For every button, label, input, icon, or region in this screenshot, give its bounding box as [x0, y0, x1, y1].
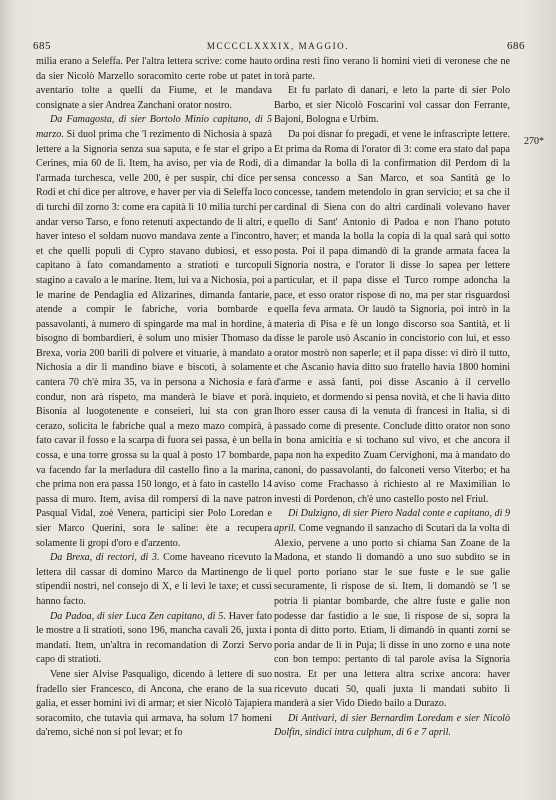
paragraph: milia erano a Seleffa. Per l'altra lettera scrive: come hauto da sier Nicolò Marzello soracomito certe robe ut patet in aventario tolte a quelli da Fiume, et le mandava consignate a sier Andrea Zanchani orator nostro.: [36, 56, 272, 111]
letter-body: Si duol prima che 'l rezimento di Nichosia à spazà lettere a la Signoria senza sua saputa, e fe star el gripo a Cerines, mia 60 de lì. Item, ha aviso, per via de Rodi, di l'armada turchesca, velle 200, è per suspir, chi dice per Rodi et chi dice per altrove, e haver per via di Seleffa loco di turchi dil zorno 3: come era capità lì 10 milia turchi per andar verso Tarso, e fono retenuti axpectando de li altri, e haver inteso el soldam nuovo mandava zente a l'incontro, et che quelli populi di Cypro stavano dubiosi, et esso capitano à fato comandamento a stratioti e turcopuli stagino a cavalo a le marine. Item, lui va a Nichosia, poi a le marine de Pendaglia ed Alizarines, dimanda fantarie, atende a compir le fabriche, voria bombarde e passavolanti, à numero di spingarde ma mal in hordine, à bisogno di bombardieri, è solum uno misier Thomaso da Brexa, voria 200 barili di polvere et vituarie, à mandato a Nichosia a dir li mandino biave e biscoti, à solamente cantera 70 ch'è mira 35, va in persona a Nichosia e farà condur, non arà rispeto, ma manderà le biave et porà. Bisonia al luogotenente e conseieri, lui sta con gran cerazo, solicita le fabriche qual a mezo mazo compirà, à fato cavar il fosso e la scarpa di fuora sei passa, è un bella cossa, e una torre grossa su la qual à posto 17 bombarde, va facendo far la merladura dil castello fino a la marina, che prima non era passa 150 longo, et à fato in castello 14 passa di muro. Item, avisa dil rompersi di la nave patron Pasqual Vidal, zoè Venera, participi sier Polo Loredan e sier Marco Querini, sora le saline: ète a recupera solamente li gropi d'oro e d'arzento.: [36, 128, 272, 549]
paragraph: Vene sier Alvise Pasqualigo, dicendo à lettere di suo fradello sier Francesco, di Ancona, che erano de la sua galia, et esser homini ivi di armar; et sier Nicolò Tajapiera soracomito, che tutavia qui armava, ha solum 17 homeni da'remo, siché non si pol levar; et fo: [36, 668, 272, 739]
paragraph: ordina resti fino verano li homini vieti di veronese che ne torà parte.: [274, 56, 510, 82]
running-head: MCCCCLXXXIX, MAGGIO.: [206, 41, 350, 51]
letter-body: Come haveano ricevuto la lettera dil cassar di domino Marco da Martinengo de li stipendii nostri, nel consejo di X, e li levi le taxe; et cussì hanno facto.: [36, 552, 272, 607]
left-page-number: 685: [33, 40, 51, 52]
paragraph: [36, 113, 272, 551]
letter-body: Come vegnando il sanzacho di Scutari da la volta di Alexio, pervene a uno porto si chiama San Zoane de la Madona, et stando lì domandò a uno suo subdito se in quel porto poriano star le sue fuste e le sue galie securamente, li rispose de sì. Item, li domandò se 'l se potria li piantar bombarde, che altre fuste e galie non podesse dar fastidio a le sue, li rispose de sì, sopra la ponta di ditto porto. Etiam, li dimandò in quanti zorni se poria andar de lì in Puja; li disse in uno zorno e una note con bon tempo: pertanto di tal parole avisa la Signoria nostra. Et per una lettera altra scrixe ancora: haver ricevuto ducati 50, quali juxta li mandati subito li manderà a sier Vido Diedo bailo a Durazo.: [274, 523, 510, 710]
right-page-number: 686: [507, 40, 525, 52]
paragraph: [274, 712, 510, 741]
paragraph: [36, 610, 272, 668]
right-column: [274, 55, 510, 741]
paragraph: Et fu parlato di danari, e leto la parte di sier Polo Barbo, et sier Nicolò Foscarini vol cassar don Ferrante, Bajoni, Bologna e Urbim.: [274, 85, 510, 126]
letter-body: Haver fato le mostre a li stratioti, sono 196, mancha cavali 26, juxta i mandati. Item, un'altra in recomandation di Zorzi Servo capo di stratioti.: [36, 610, 272, 666]
paragraph: [274, 507, 510, 711]
paragraph: Da poi disnar fo pregadi, et vene le infrascripte lettere. Et prima da Roma di l'orator di 3: come era stato dal papa a dimandar la bolla di la confirmation dil Perdom di la sensa concesso a San Marco, et soa Santità ge lo concesse, tandem metendolo in gran servicio; et sa che il cardinal di Siena con do altri cardinali volevano haver quello di Sant' Antonio di Padoa e non l'hano potuto haver; et manda la bolla la copia di la qual sarà qui sotto posta. Poi il papa dimandò di la grande armata facea la Signoria nostra, e l'orator li disse lo sapea per lettere particular, et il papa disse el Turco rompe adoncha la pace, et esso orator rispose di no, ma per star risguardosi quella feva armata. Or laudò ta Signoria, poi intrò in la materia di Pisa e fè un longo discorso soa Santità, et li disse le parole usò Ascanio in concistorio con lui, et esso orator mostrò non saperle; et il papa disse: vi dirò il tutto, et che Ascanio havia ditto suo fratello havia 1800 homini d'arme e assà fanti, poi disse Ascanio à il cervello inquieto, et dormendo si pensa novità, et che li havia ditto lhoro esser causa di la venuta di francesi in Italia, si di passado come di presente. Conclude ditto orator non sono in bona amicitia e si tochano sul vivo, et che ancora il papa non ha expedito Zuam Cervighoni, ma à mandato do canoni, do passavolanti, do falconeti verso Viterbo; et ha aviso come Frachasso à richiesto al re Maximilian lo investi di Pordenon, ch'è uno castello posto nel Friul.: [274, 128, 510, 505]
letter-heading: Da Brexa, di rectori, di 3.: [50, 552, 160, 564]
letter-heading: Di Antivari, di sier Bernardim Loredam e sier Nicolò Dolfin, sindici intra culphum, di 6 e 7 april.: [274, 712, 510, 739]
letter-heading: Di Dulzigno, di sier Piero Nadal conte e capitano, di 9 april.: [274, 508, 510, 534]
left-column: [36, 55, 272, 741]
paragraph: [36, 551, 272, 609]
letter-heading: Da Famagosta, di sier Bortolo Minio capitano, di 5 marzo.: [36, 114, 272, 140]
letter-heading: Da Padoa, di sier Luca Zen capitano, di 5.: [50, 610, 226, 622]
margin-note: 270*: [524, 136, 544, 147]
